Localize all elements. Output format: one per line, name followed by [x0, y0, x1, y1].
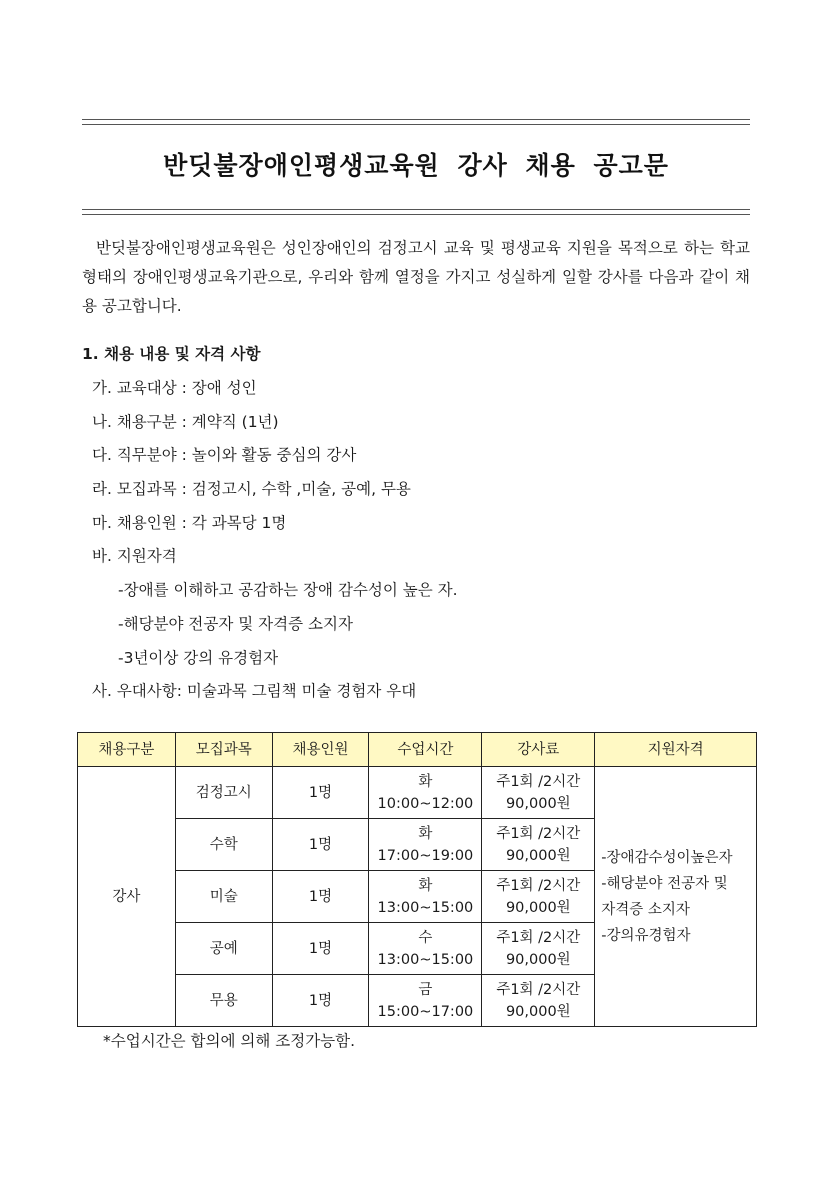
day-text: 화 [418, 773, 433, 790]
fee-frequency: 주1회 /2시간 [496, 929, 581, 946]
page-title: 반딧불장애인평생교육원 강사 채용 공고문 [163, 151, 669, 180]
top-double-rule [82, 119, 750, 125]
time-text: 13:00~15:00 [377, 951, 474, 968]
time-cell [369, 975, 482, 1027]
qualification-line: -장애감수성이높은자 [601, 849, 733, 866]
headcount-cell: 1명 [272, 819, 369, 871]
fee-amount: 90,000원 [505, 1003, 571, 1020]
fee-cell [482, 923, 595, 975]
fee-frequency: 주1회 /2시간 [496, 981, 581, 998]
subject-cell: 무용 [175, 975, 272, 1027]
fee-cell [482, 975, 595, 1027]
qualification-cell [595, 767, 757, 1027]
time-text: 10:00~12:00 [377, 795, 474, 812]
day-text: 화 [418, 877, 433, 894]
detail-preference: 사. 우대사항: 미술과목 그림책 미술 경험자 우대 [92, 682, 417, 701]
day-text: 수 [418, 929, 433, 946]
fee-amount: 90,000원 [505, 899, 571, 916]
subject-cell: 수학 [175, 819, 272, 871]
fee-frequency: 주1회 /2시간 [496, 825, 581, 842]
headcount-cell: 1명 [272, 871, 369, 923]
fee-frequency: 주1회 /2시간 [496, 877, 581, 894]
header-subject: 모집과목 [175, 733, 272, 767]
intro-paragraph: 반딧불장애인평생교육원은 성인장애인의 검정고시 교육 및 평생교육 지원을 목적으로 하는 학교형태의 장애인평생교육기관으로, 우리와 함께 열정을 가지고 성실하게 일할 강사를 다음과 같이 채용 공고합니다. [82, 239, 750, 315]
section-heading: 1. 채용 내용 및 자격 사항 [82, 345, 261, 363]
header-employment-type: 채용구분 [78, 733, 176, 767]
fee-cell [482, 767, 595, 819]
detail-job-field: 다. 직무분야 : 놀이와 활동 중심의 강사 [92, 446, 357, 465]
category-cell: 강사 [78, 767, 176, 1027]
detail-target: 가. 교육대상 : 장애 성인 [92, 379, 257, 397]
detail-qualification-heading: 바. 지원자격 [92, 547, 177, 566]
qualification-item: -해당분야 전공자 및 자격증 소지자 [118, 614, 353, 633]
detail-headcount: 마. 채용인원 : 각 과목당 1명 [92, 513, 287, 532]
detail-employment-type: 나. 채용구분 : 계약직 (1년) [92, 412, 279, 431]
fee-cell [482, 819, 595, 871]
header-qualification: 지원자격 [595, 733, 757, 767]
header-class-time: 수업시간 [369, 733, 482, 767]
table-row [78, 767, 757, 819]
subject-cell: 미술 [175, 871, 272, 923]
bottom-double-rule [82, 209, 750, 215]
headcount-cell: 1명 [272, 923, 369, 975]
headcount-cell: 1명 [272, 767, 369, 819]
day-text: 화 [418, 825, 433, 842]
time-text: 15:00~17:00 [377, 1003, 474, 1020]
time-cell [369, 767, 482, 819]
qualification-line: 자격증 소지자 [601, 901, 690, 918]
fee-cell [482, 871, 595, 923]
qualification-line: -강의유경험자 [601, 927, 691, 944]
fee-amount: 90,000원 [505, 847, 571, 864]
fee-amount: 90,000원 [505, 795, 571, 812]
fee-amount: 90,000원 [505, 951, 571, 968]
footnote: *수업시간은 합의에 의해 조정가능함. [103, 1032, 356, 1050]
day-text: 금 [418, 981, 433, 998]
recruitment-details-list [92, 374, 458, 711]
qualification-item: -3년이상 강의 유경험자 [118, 648, 279, 667]
header-fee: 강사료 [482, 733, 595, 767]
subject-cell: 공예 [175, 923, 272, 975]
headcount-cell: 1명 [272, 975, 369, 1027]
subject-cell: 검정고시 [175, 767, 272, 819]
qualification-line: -해당분야 전공자 및 [601, 875, 728, 892]
time-text: 17:00~19:00 [377, 847, 474, 864]
detail-subjects: 라. 모집과목 : 검정고시, 수학 ,미술, 공예, 무용 [92, 480, 411, 499]
recruitment-table [77, 732, 757, 1027]
header-headcount: 채용인원 [272, 733, 369, 767]
time-cell [369, 871, 482, 923]
time-cell [369, 923, 482, 975]
time-text: 13:00~15:00 [377, 899, 474, 916]
time-cell [369, 819, 482, 871]
table-header-row [78, 733, 757, 767]
fee-frequency: 주1회 /2시간 [496, 773, 581, 790]
qualification-item: -장애를 이해하고 공감하는 장애 감수성이 높은 자. [118, 581, 458, 600]
